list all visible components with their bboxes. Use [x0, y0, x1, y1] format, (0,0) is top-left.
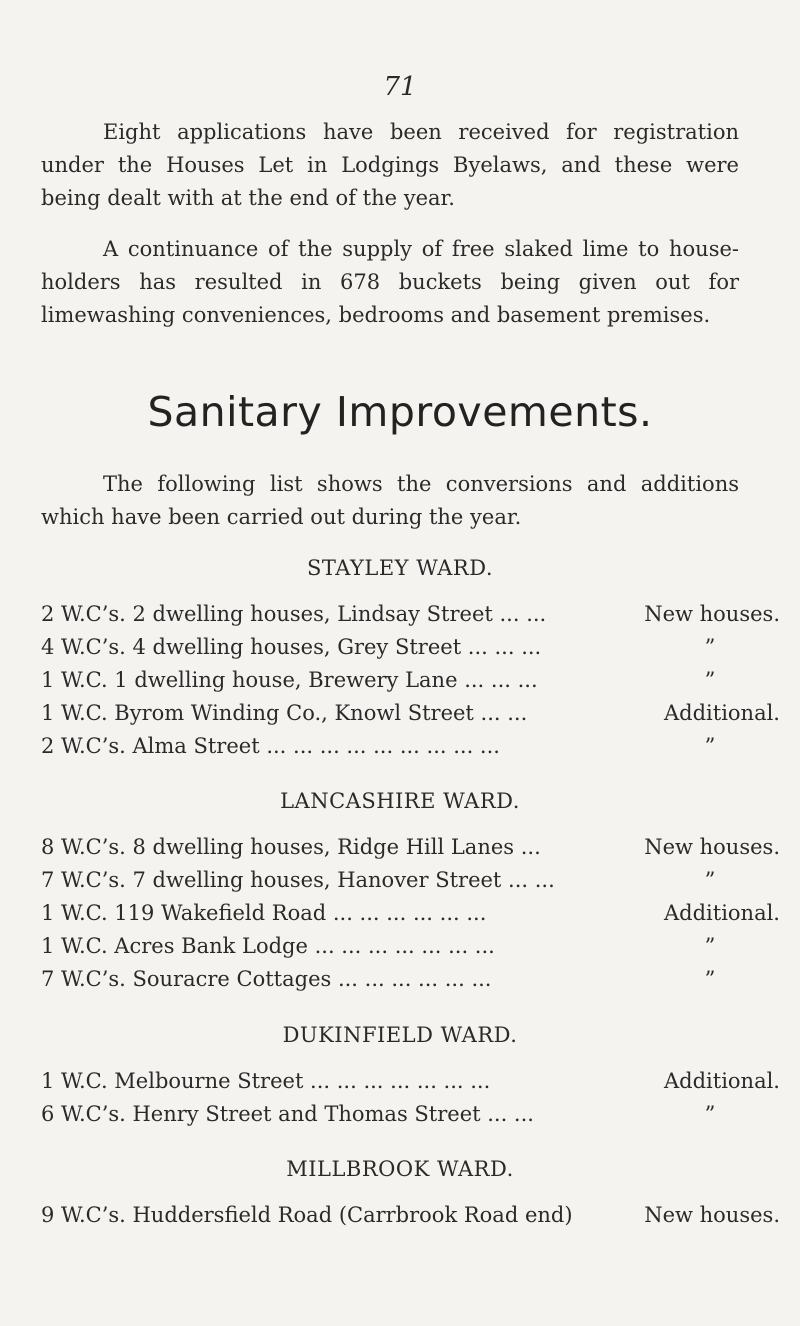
- entry-description: 1 W.C. Acres Bank Lodge ... ... ... ... ... ... ...: [41, 934, 495, 958]
- list-item: [41, 1066, 780, 1096]
- entry-status: New houses.: [644, 602, 780, 626]
- entry-status: New houses.: [644, 835, 780, 859]
- list-item: [41, 731, 739, 761]
- entry-status: New houses.: [644, 1203, 780, 1227]
- entry-status: ”: [704, 868, 716, 892]
- ward-heading-stayley: STAYLEY WARD.: [306, 556, 493, 580]
- list-item: [41, 931, 739, 961]
- paragraph-registration: Eight applications have been received for registration under the Houses Let in Lodgings Byelaws, and these were being dealt with at the end of the year.: [41, 120, 739, 210]
- list-item: [41, 964, 739, 994]
- list-item: [41, 1200, 780, 1230]
- list-item: [41, 865, 739, 895]
- list-item: [41, 599, 780, 629]
- list-item: [41, 698, 780, 728]
- entry-status: ”: [704, 668, 716, 692]
- entry-description: 1 W.C. 119 Wakefield Road ... ... ... ... ... ...: [41, 901, 487, 925]
- entry-description: 1 W.C. 1 dwelling house, Brewery Lane ... ... ...: [41, 668, 538, 692]
- section-title: Sanitary Improvements.: [147, 388, 653, 436]
- entry-status: Additional.: [663, 701, 780, 725]
- entry-description: 4 W.C’s. 4 dwelling houses, Grey Street ... ... ...: [41, 635, 542, 659]
- page-number: 71: [383, 72, 417, 102]
- entry-status: ”: [704, 1102, 716, 1126]
- entry-status: Additional.: [663, 1069, 780, 1093]
- list-item: [41, 1099, 739, 1129]
- entry-description: 7 W.C’s. Souracre Cottages ... ... ... ... ... ...: [41, 967, 492, 991]
- entry-status: Additional.: [663, 901, 780, 925]
- list-item: [41, 665, 739, 695]
- entry-status: ”: [704, 734, 716, 758]
- list-item: [41, 898, 780, 928]
- entry-description: 2 W.C’s. 2 dwelling houses, Lindsay Street ... ...: [41, 602, 547, 626]
- entry-description: 8 W.C’s. 8 dwelling houses, Ridge Hill Lanes ...: [41, 835, 541, 859]
- entry-description: 6 W.C’s. Henry Street and Thomas Street ... ...: [41, 1102, 534, 1126]
- entry-status: ”: [704, 635, 716, 659]
- ward-heading-lancashire: LANCASHIRE WARD.: [280, 789, 520, 813]
- list-item: [41, 832, 780, 862]
- paragraph-list-intro: The following list shows the conversions and additions which have been carried out during the year.: [41, 472, 739, 529]
- entry-description: 2 W.C’s. Alma Street ... ... ... ... ... ... ... ... ...: [41, 734, 500, 758]
- paragraph-limewashing: A continuance of the supply of free slaked lime to house-holders has resulted in 678 buckets being given out for limewashing conveniences, bedrooms and basement premises.: [41, 237, 739, 327]
- entry-status: ”: [704, 934, 716, 958]
- list-item: [41, 632, 739, 662]
- entry-description: 9 W.C’s. Huddersfield Road (Carrbrook Road end): [41, 1203, 573, 1227]
- entry-description: 7 W.C’s. 7 dwelling houses, Hanover Street ... ...: [41, 868, 555, 892]
- entry-description: 1 W.C. Melbourne Street ... ... ... ... ... ... ...: [41, 1069, 491, 1093]
- entry-description: 1 W.C. Byrom Winding Co., Knowl Street ... ...: [41, 701, 528, 725]
- ward-heading-millbrook: MILLBROOK WARD.: [286, 1157, 514, 1181]
- ward-heading-dukinfield: DUKINFIELD WARD.: [282, 1023, 518, 1047]
- entry-status: ”: [704, 967, 716, 991]
